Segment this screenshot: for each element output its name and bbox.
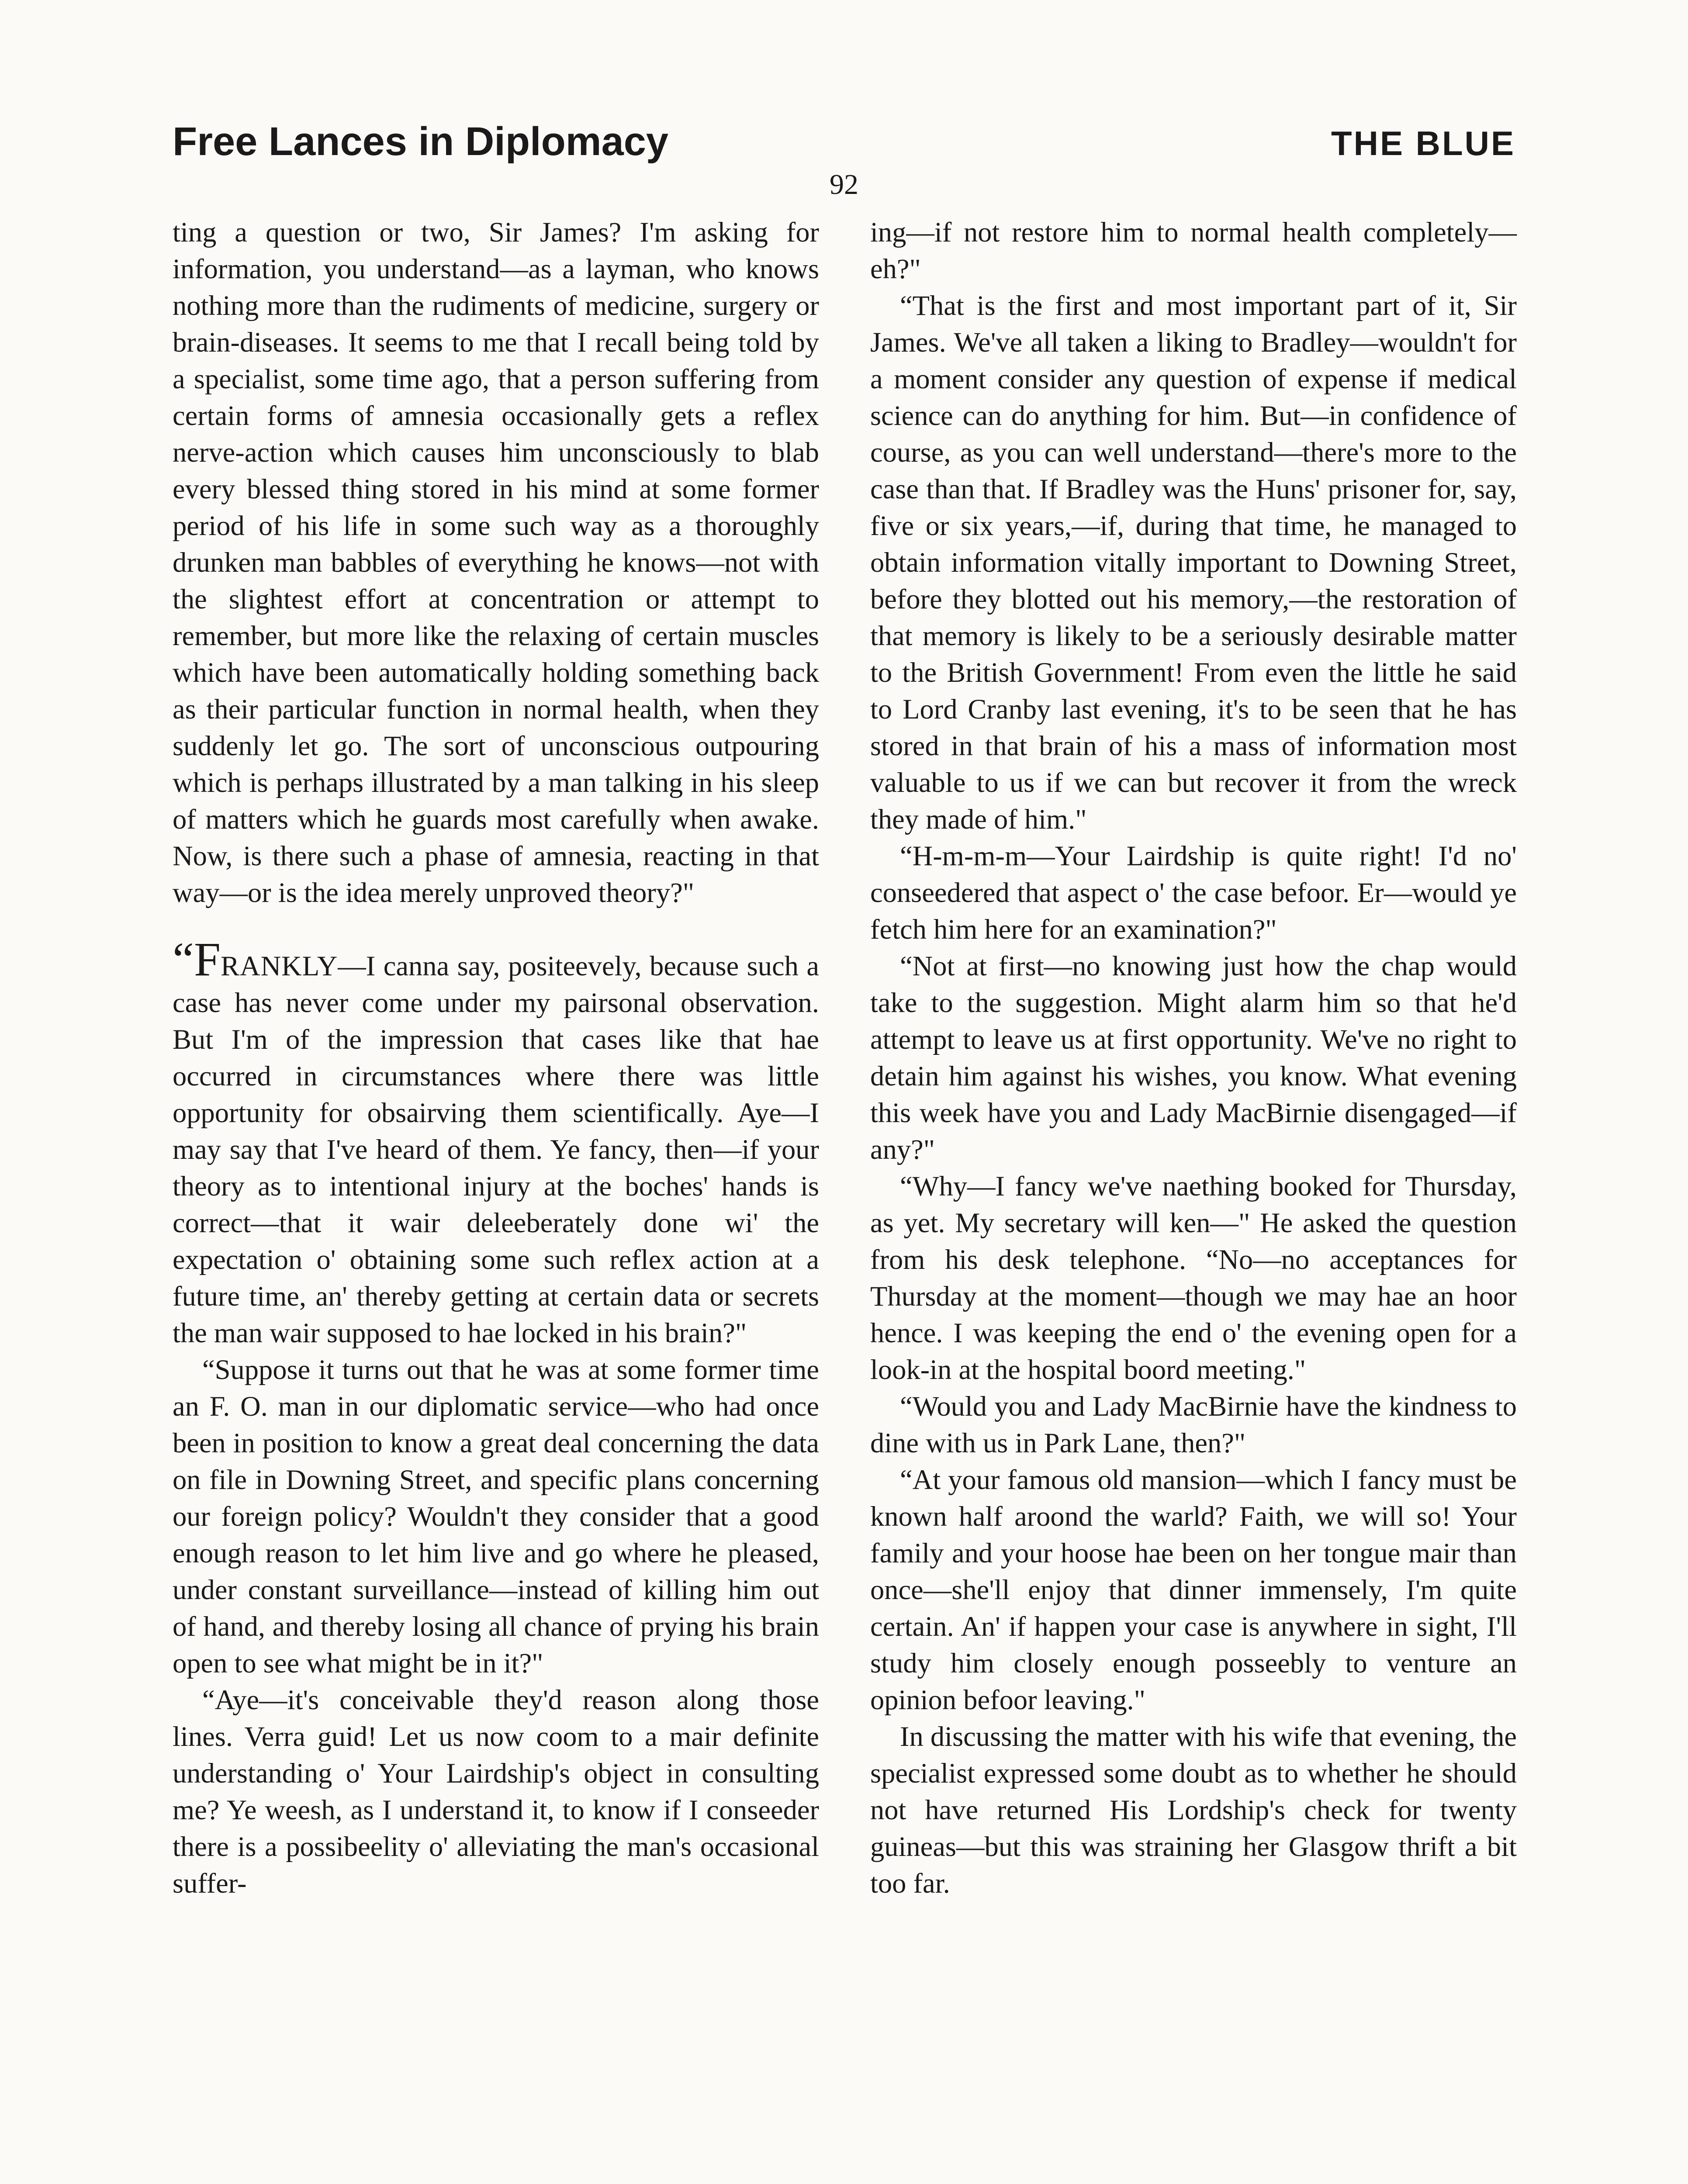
article-title: Free Lances in Diplomacy [173,119,669,164]
paragraph: “At your famous old mansion—which I fancy must be known half aroond the warld? Faith, we will so! Your family and your hoose hae been on her tongue mair than once—she'll enjoy that dinner immensely, I'm quite certain. An' if happen your case is anywhere in sight, I'll study him closely enough posseebly to venture an opinion befoor leaving." [870,1464,1517,1715]
running-header [173,119,1515,165]
paragraph: “Why—I fancy we've naething booked for Thursday, as yet. My secretary will ken—" He asked the question from his desk telephone. “No—no acceptances for Thursday at the moment—though we may hae an hoor hence. I was keeping the end o' the evening open for a look-in at the hospital boord meeting." [870,1171,1517,1385]
paragraph: ing—if not restore him to normal health completely—eh?" [870,217,1517,284]
drop-cap: “F [173,933,221,986]
paragraph-dropcap [173,933,819,1351]
paragraph: “Would you and Lady MacBirnie have the kindness to dine with us in Park Lane, then?" [870,1391,1517,1458]
paragraph: “Not at first—no knowing just how the chap would take to the suggestion. Might alarm him so that he'd attempt to leave us at first opportunity. We've no right to detain him against his wishes, you know. What evening this week have you and Lady MacBirnie disengaged—if any?" [870,950,1517,1165]
small-caps-lead: RANKLY [221,950,338,981]
paragraph: “Suppose it turns out that he was at some former time an F. O. man in our diplomatic service—who had once been in position to know a great deal concerning the data on file in Downing Street, and specific plans concerning our foreign policy? Wouldn't they consider that a good enough reason to let him live and go where he pleased, under constant surveillance—instead of killing him out of hand, and thereby losing all chance of prying his brain open to see what might be in it?" [173,1354,819,1679]
paragraph: “Aye—it's conceivable they'd reason along those lines. Verra guid! Let us now coom to a mair definite understanding o' Your Lairdship's object in consulting me? Ye weesh, as I understand it, to know if I conseeder there is a possibeelity o' alleviating the man's occasional suffer- [173,1684,819,1899]
left-column [173,214,819,1902]
page-number: 92 [830,169,858,200]
paragraph-text: —I canna say, positeevely, because such a case has never come under my pairsonal observation. But I'm of the impression that cases like that hae occurred in circumstances where there was little opportunity for obsairving them scientifically. Aye—I may say that I've heard of them. Ye fancy, then—if your theory as to intentional injury at the boches' hands is correct—that it wair deleeberately done wi' the expectation o' obtaining some such reflex action at a future time, an' thereby getting at certain data or secrets the man wair supposed to hae locked in his brain?" [173,950,819,1348]
magazine-name: THE BLUE [1331,124,1515,162]
paragraph: In discussing the matter with his wife that evening, the specialist expressed some doubt as to whether he should not have returned His Lordship's check for twenty guineas—but this was straining her Glasgow thrift a bit too far. [870,1721,1517,1899]
paragraph: “That is the first and most important part of it, Sir James. We've all taken a liking to Bradley—wouldn't for a moment consider any question of expense if medical science can do anything for him. But—in confidence of course, as you can well understand—there's more to the case than that. If Bradley was the Huns' prisoner for, say, five or six years,—if, during that time, he managed to obtain information vitally important to Downing Street, before they blotted out his memory,—the restoration of that memory is likely to be a seriously desirable matter to the British Government! From even the little he said to Lord Cranby last evening, it's to be seen that he has stored in that brain of his a mass of information most valuable to us if we can but recover it from the wreck they made of him." [870,290,1517,835]
right-column [870,214,1517,1902]
paragraph: ting a question or two, Sir James? I'm asking for information, you understand—as a layman, who knows nothing more than the rudiments of medicine, surgery or brain-diseases. It seems to me that I recall being told by a specialist, some time ago, that a person suffering from certain forms of amnesia occasionally gets a reflex nerve-action which causes him unconsciously to blab every blessed thing stored in his mind at some former period of his life in some such way as a thoroughly drunken man babbles of everything he knows—not with the slightest effort at concentration or attempt to remember, but more like the relaxing of certain muscles which have been automatically holding something back as their particular function in normal health, when they suddenly let go. The sort of unconscious outpouring which is perhaps illustrated by a man talking in his sleep of matters which he guards most carefully when awake. Now, is there such a phase of amnesia, reacting in that way—or is the idea merely unproved theory?" [173,217,819,908]
paragraph: “H-m-m-m—Your Lairdship is quite right! I'd no' conseedered that aspect o' the case befoor. Er—would ye fetch him here for an examination?" [870,840,1517,945]
